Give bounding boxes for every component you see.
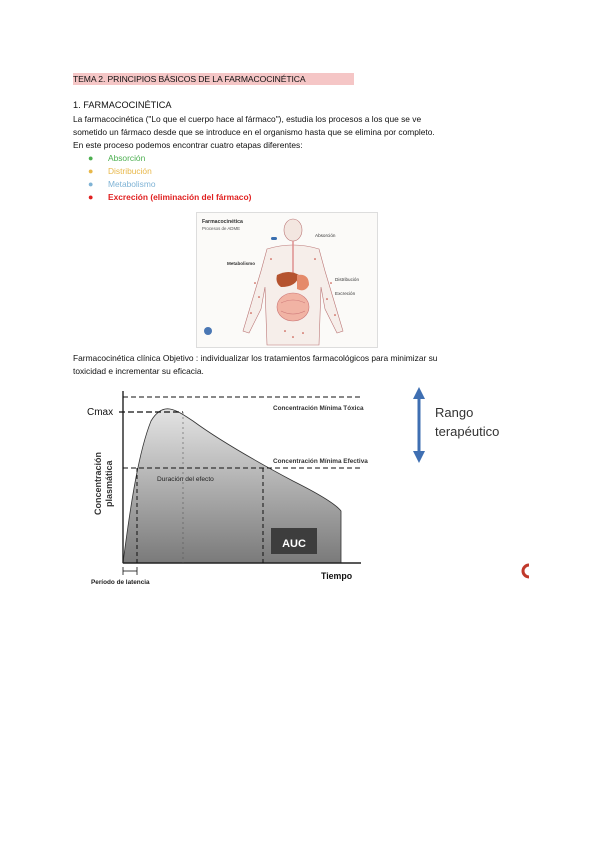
latency-label: Período de latencia	[91, 579, 150, 586]
label-metabolism: Metabolismo	[227, 261, 256, 266]
page-title: TEMA 2. PRINCIPIOS BÁSICOS DE LA FARMACOCINÉTICA	[73, 73, 354, 85]
adme-body-illustration	[197, 213, 377, 347]
section-heading: 1. FARMACOCINÉTICA	[73, 100, 172, 110]
y-axis-label-line: Concentración	[93, 451, 103, 515]
y-axis-label	[93, 452, 114, 515]
therapeutic-range-label: terapéutico	[435, 424, 500, 439]
intro-line: sometido un fármaco desde que se introduce en el organismo hasta que se elimina por completo.	[73, 127, 435, 138]
cmax-label: Cmax	[87, 407, 114, 418]
stage-label: Distribución	[108, 166, 152, 177]
stage-distribution	[88, 165, 251, 178]
intro-paragraph	[73, 113, 543, 152]
head-shape	[284, 219, 302, 241]
clinical-paragraph	[73, 352, 543, 378]
effective-label: Concentración Mínima Efectiva	[273, 458, 368, 465]
intestine-shape	[277, 293, 309, 321]
stage-label: Absorción	[108, 153, 146, 163]
stage-excretion	[88, 191, 251, 204]
intro-line: En este proceso podemos encontrar cuatro etapas diferentes:	[73, 140, 303, 151]
adme-figure	[196, 212, 378, 348]
label-absorption: Absorción	[315, 233, 336, 238]
stages-list	[88, 152, 251, 204]
intro-line: La farmacocinética ("Lo que el cuerpo hace al fármaco"), estudia los procesos a los que se ve	[73, 114, 422, 124]
bullet-icon: ●	[88, 192, 94, 203]
pk-curve-figure	[73, 381, 530, 592]
pill-icon	[271, 237, 277, 240]
auc-label: AUC	[282, 538, 306, 550]
clinical-line: Farmacocinética clínica Objetivo : individualizar los tratamientos farmacológicos para minimizar su	[73, 353, 438, 363]
label-distribution: Distribución	[335, 277, 359, 282]
x-axis-label: Tiempo	[321, 571, 353, 581]
label-excretion: Excreción	[335, 291, 356, 296]
therapeutic-range-label: Rango	[435, 405, 474, 420]
bullet-icon: ●	[88, 179, 94, 190]
stage-absorption	[88, 152, 251, 165]
bullet-icon: ●	[88, 166, 94, 177]
logo-icon	[204, 327, 212, 335]
stage-label: Metabolismo	[108, 179, 156, 190]
pk-curve-svg	[73, 381, 530, 592]
toxic-label: Concentración Mínima Tóxica	[273, 405, 364, 412]
bullet-icon: ●	[88, 153, 94, 163]
y-axis-label-line: plasmática	[104, 460, 114, 507]
clinical-line: toxicidad e incrementar su eficacia.	[73, 366, 204, 377]
adme-title-line: Farmacocinética	[202, 219, 243, 225]
stage-metabolism	[88, 178, 251, 191]
stage-label: Excreción (eliminación del fármaco)	[108, 192, 252, 203]
adme-title-line: Procesos de ADME	[202, 226, 241, 231]
effect-duration-label: Duración del efecto	[157, 476, 214, 483]
